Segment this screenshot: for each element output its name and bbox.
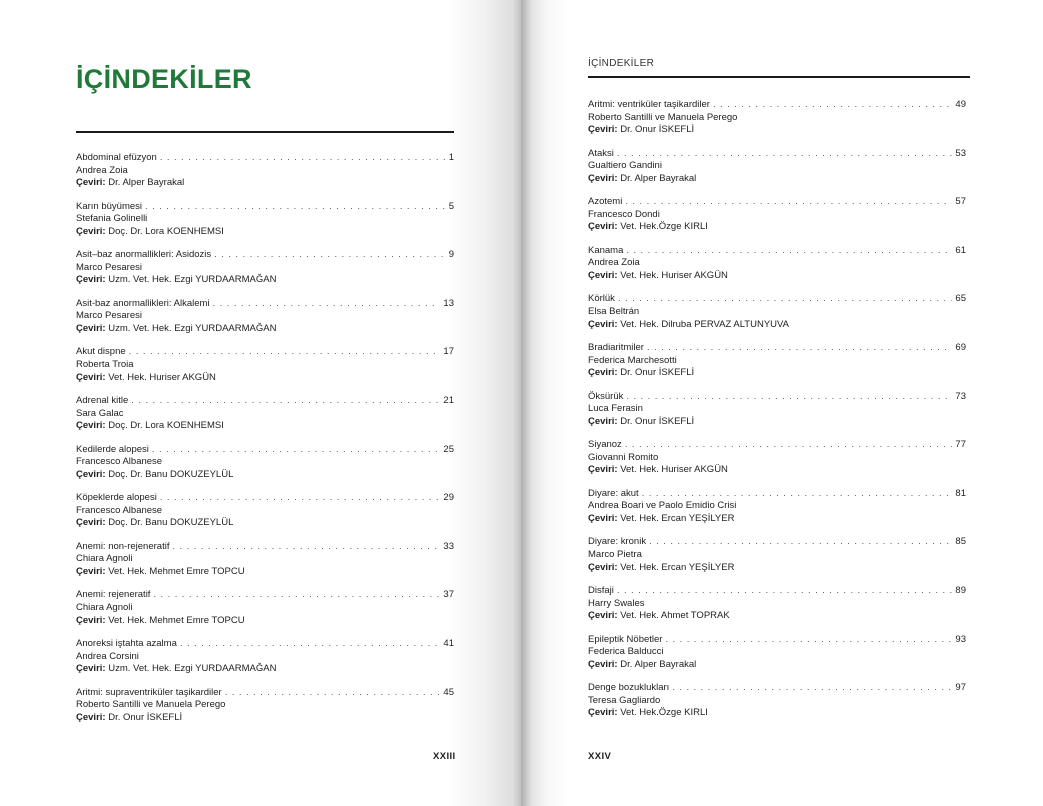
toc-entry-translator xyxy=(588,464,966,477)
translator-name: Vet. Hek. Mehmet Emre TOPCU xyxy=(108,565,245,577)
toc-entry-page: 85 xyxy=(955,536,966,548)
toc-entry-translator xyxy=(76,323,454,336)
dot-leader xyxy=(213,298,441,311)
toc-entry xyxy=(588,99,966,148)
dot-leader xyxy=(225,687,441,700)
dot-leader xyxy=(129,346,441,359)
translator-label: Çeviri: xyxy=(76,322,106,334)
running-head: İÇİNDEKİLER xyxy=(588,58,655,69)
dot-leader xyxy=(626,391,952,404)
dot-leader xyxy=(665,634,952,647)
toc-entry-line xyxy=(588,99,966,112)
dot-leader xyxy=(153,589,440,602)
dot-leader xyxy=(672,682,952,695)
toc-entry-line xyxy=(588,536,966,549)
toc-entry-line xyxy=(76,298,454,311)
toc-entry-page: 93 xyxy=(955,633,966,645)
toc-entry-translator xyxy=(76,615,454,628)
toc-entry-translator xyxy=(76,420,454,433)
toc-entry-translator xyxy=(588,562,966,575)
title-rule xyxy=(76,131,454,133)
toc-entry-author: Marco Pesaresi xyxy=(76,310,142,322)
toc-entry-translator xyxy=(76,712,454,725)
toc-entry-translator xyxy=(588,221,966,234)
toc-entry-title: Abdominal efüzyon xyxy=(76,152,157,163)
dot-leader xyxy=(618,293,952,306)
toc-entry-line xyxy=(76,492,454,505)
toc-entry-title: Asit-baz anormallikleri: Alkalemi xyxy=(76,297,210,309)
dot-leader xyxy=(617,148,953,161)
toc-entry-page: 9 xyxy=(448,249,454,261)
toc-entry-page: 81 xyxy=(955,487,966,499)
dot-leader xyxy=(713,99,952,112)
toc-entry-author: Chiara Agnoli xyxy=(76,553,133,565)
toc-entry xyxy=(76,444,454,493)
toc-entry-translator xyxy=(76,372,454,385)
toc-entry xyxy=(588,245,966,294)
toc-entry-author: Chiara Agnoli xyxy=(76,601,133,613)
toc-entry-line xyxy=(76,687,454,700)
toc-entry-page: 21 xyxy=(443,394,454,406)
toc-entry-translator xyxy=(588,319,966,332)
toc-entry-page: 37 xyxy=(443,589,454,601)
toc-entry-page: 29 xyxy=(443,492,454,504)
toc-entry-translator xyxy=(76,566,454,579)
translator-name: Dr. Onur İSKEFLİ xyxy=(620,415,695,427)
toc-entry-line xyxy=(76,395,454,408)
toc-entry-author: Roberta Troia xyxy=(76,358,134,370)
toc-entry xyxy=(588,148,966,197)
toc-entry-line xyxy=(76,346,454,359)
translator-name: Dr. Onur İSKEFLİ xyxy=(620,124,695,136)
toc-entry xyxy=(588,634,966,683)
translator-label: Çeviri: xyxy=(76,177,106,189)
dot-leader xyxy=(160,492,441,505)
toc-entry-page: 33 xyxy=(443,540,454,552)
toc-entry-page: 65 xyxy=(955,293,966,305)
toc-entry-author: Marco Pietra xyxy=(588,548,642,560)
toc-entry-author: Teresa Gagliardo xyxy=(588,694,661,706)
toc-entry-page: 5 xyxy=(448,200,454,212)
toc-entry-translator xyxy=(76,517,454,530)
page-number-right: XXIV xyxy=(588,751,612,762)
toc-entry-title: Bradiaritmiler xyxy=(588,341,644,353)
toc-entry-title: Akut dispne xyxy=(76,346,126,358)
dot-leader xyxy=(172,541,440,554)
toc-entry-translator xyxy=(588,513,966,526)
header-rule xyxy=(588,76,970,78)
dot-leader xyxy=(647,342,952,355)
toc-entry-title: Aritmi: supraventriküler taşikardiler xyxy=(76,686,222,698)
toc-entry-title: Diyare: akut xyxy=(588,487,639,499)
translator-name: Doç. Dr. Banu DOKUZEYLÜL xyxy=(108,517,234,529)
toc-entry-line xyxy=(588,391,966,404)
toc-entry xyxy=(588,585,966,634)
toc-entry-title: Körlük xyxy=(588,293,615,305)
translator-label: Çeviri: xyxy=(588,318,618,330)
dot-leader xyxy=(214,249,446,262)
left-page xyxy=(0,0,521,806)
toc-entry xyxy=(76,541,454,590)
toc-entry-author: Marco Pesaresi xyxy=(76,261,142,273)
toc-entry-author: Federica Balducci xyxy=(588,646,664,658)
page-number-left: XXIII xyxy=(433,751,456,762)
translator-label: Çeviri: xyxy=(588,512,618,524)
dot-leader xyxy=(617,585,953,598)
dot-leader xyxy=(152,444,441,457)
dot-leader xyxy=(649,536,952,549)
translator-label: Çeviri: xyxy=(76,565,106,577)
toc-entry-title: Anoreksi iştahta azalma xyxy=(76,637,177,649)
toc-entry-author: Andrea Boari ve Paolo Emidio Crisi xyxy=(588,500,737,512)
toc-list-right xyxy=(588,99,966,731)
translator-label: Çeviri: xyxy=(588,221,618,233)
toc-entry-page: 97 xyxy=(955,682,966,694)
toc-entry-title: Epileptik Nöbetler xyxy=(588,633,663,645)
toc-entry-author: Gualtiero Gandini xyxy=(588,160,662,172)
toc-entry-translator xyxy=(588,270,966,283)
toc-entry xyxy=(76,638,454,687)
toc-entry-title: Denge bozuklukları xyxy=(588,682,670,694)
toc-entry-title: Kanama xyxy=(588,244,624,256)
translator-label: Çeviri: xyxy=(76,711,106,723)
toc-entry xyxy=(76,201,454,250)
toc-entry-author: Harry Swales xyxy=(588,597,645,609)
toc-entry xyxy=(588,439,966,488)
toc-entry-translator xyxy=(588,659,966,672)
toc-entry-author: Francesco Albanese xyxy=(76,504,163,516)
toc-entry-page: 17 xyxy=(443,346,454,358)
toc-entry xyxy=(588,488,966,537)
dot-leader xyxy=(145,201,446,214)
page-title: İÇİNDEKİLER xyxy=(76,64,252,94)
toc-entry-page: 53 xyxy=(955,147,966,159)
toc-entry-author: Federica Marchesotti xyxy=(588,354,677,366)
toc-entry-author: Luca Ferasin xyxy=(588,403,643,415)
toc-entry-line xyxy=(588,245,966,258)
toc-entry-page: 49 xyxy=(955,99,966,110)
translator-name: Vet. Hek.Özge KIRLI xyxy=(620,707,708,719)
translator-label: Çeviri: xyxy=(76,517,106,529)
translator-label: Çeviri: xyxy=(76,225,106,237)
toc-entry-title: Anemi: non-rejeneratif xyxy=(76,540,170,552)
toc-entry-page: 61 xyxy=(955,244,966,256)
toc-entry-page: 57 xyxy=(955,196,966,208)
toc-entry-author: Sara Galac xyxy=(76,407,124,419)
toc-entry-line xyxy=(588,634,966,647)
translator-name: Vet. Hek. Ercan YEŞİLYER xyxy=(620,561,735,573)
toc-entry-translator xyxy=(588,416,966,429)
toc-entry-author: Roberto Santilli ve Manuela Perego xyxy=(76,699,226,711)
translator-label: Çeviri: xyxy=(588,464,618,476)
translator-label: Çeviri: xyxy=(76,663,106,675)
toc-entry-translator xyxy=(76,469,454,482)
toc-entry-author: Francesco Dondi xyxy=(588,208,660,220)
translator-name: Vet. Hek. Dilruba PERVAZ ALTUNYUVA xyxy=(620,318,789,330)
translator-label: Çeviri: xyxy=(76,371,106,383)
translator-name: Dr. Onur İSKEFLİ xyxy=(620,367,695,379)
translator-name: Dr. Alper Bayrakal xyxy=(620,658,697,670)
translator-name: Vet. Hek. Huriser AKGÜN xyxy=(108,371,216,383)
toc-entry xyxy=(588,196,966,245)
toc-entry-page: 69 xyxy=(955,341,966,353)
toc-entry xyxy=(76,298,454,347)
toc-entry-author: Stefania Golinelli xyxy=(76,213,148,225)
toc-entry-translator xyxy=(76,177,454,190)
translator-label: Çeviri: xyxy=(588,415,618,427)
dot-leader xyxy=(131,395,440,408)
toc-entry-line xyxy=(588,682,966,695)
toc-entry-title: Diyare: kronik xyxy=(588,536,647,548)
toc-entry-title: Disfaji xyxy=(588,584,614,596)
toc-entry-title: Siyanoz xyxy=(588,439,622,451)
toc-entry xyxy=(588,342,966,391)
toc-entry-translator xyxy=(588,367,966,380)
toc-entry-line xyxy=(76,541,454,554)
dot-leader xyxy=(625,439,953,452)
dot-leader xyxy=(626,245,952,258)
toc-entry-line xyxy=(76,201,454,214)
toc-entry-translator xyxy=(588,610,966,623)
toc-entry xyxy=(76,687,454,736)
toc-entry-line xyxy=(588,196,966,209)
toc-entry-title: Ataksi xyxy=(588,147,614,159)
toc-entry-author: Elsa Beltrán xyxy=(588,305,640,317)
toc-entry-line xyxy=(588,439,966,452)
translator-label: Çeviri: xyxy=(76,468,106,480)
translator-label: Çeviri: xyxy=(76,614,106,626)
toc-entry-translator xyxy=(588,707,966,720)
toc-entry-line xyxy=(76,589,454,602)
toc-entry-page: 45 xyxy=(443,686,454,698)
translator-name: Vet. Hek. Ahmet TOPRAK xyxy=(620,610,730,622)
toc-entry-line xyxy=(588,148,966,161)
toc-entry-author: Roberto Santilli ve Manuela Perego xyxy=(588,111,738,123)
toc-entry-title: Azotemi xyxy=(588,196,623,208)
translator-name: Dr. Alper Bayrakal xyxy=(620,172,697,184)
toc-entry xyxy=(76,492,454,541)
translator-name: Vet. Hek.Özge KIRLI xyxy=(620,221,708,233)
translator-name: Doç. Dr. Lora KOENHEMSI xyxy=(108,420,224,432)
translator-name: Uzm. Vet. Hek. Ezgi YURDAARMAĞAN xyxy=(108,663,277,675)
translator-name: Vet. Hek. Mehmet Emre TOPCU xyxy=(108,614,245,626)
toc-entry-title: Aritmi: ventriküler taşikardiler xyxy=(588,99,710,110)
translator-label: Çeviri: xyxy=(588,610,618,622)
toc-entry xyxy=(76,152,454,201)
toc-entry-line xyxy=(76,249,454,262)
toc-entry-line xyxy=(588,488,966,501)
toc-entry-translator xyxy=(76,226,454,239)
translator-label: Çeviri: xyxy=(588,124,618,136)
translator-name: Dr. Alper Bayrakal xyxy=(108,177,185,189)
translator-label: Çeviri: xyxy=(588,269,618,281)
toc-entry-line xyxy=(76,152,454,165)
toc-entry xyxy=(76,249,454,298)
toc-entry-translator xyxy=(588,173,966,186)
toc-entry-title: Anemi: rejeneratif xyxy=(76,589,151,601)
toc-entry-page: 13 xyxy=(443,297,454,309)
toc-entry-line xyxy=(588,342,966,355)
toc-entry-line xyxy=(588,585,966,598)
dot-leader xyxy=(180,638,441,651)
toc-entry-line xyxy=(76,638,454,651)
toc-entry-author: Andrea Zoia xyxy=(76,164,128,176)
dot-leader xyxy=(642,488,953,501)
toc-entry-title: Öksürük xyxy=(588,390,624,402)
toc-entry-page: 25 xyxy=(443,443,454,455)
translator-label: Çeviri: xyxy=(588,367,618,379)
translator-label: Çeviri: xyxy=(588,561,618,573)
toc-entry xyxy=(76,589,454,638)
toc-entry xyxy=(588,293,966,342)
toc-entry xyxy=(588,536,966,585)
dot-leader xyxy=(625,196,952,209)
toc-entry xyxy=(588,391,966,440)
toc-entry-title: Adrenal kitle xyxy=(76,394,129,406)
translator-label: Çeviri: xyxy=(588,707,618,719)
translator-label: Çeviri: xyxy=(588,172,618,184)
book-gutter xyxy=(513,0,531,806)
translator-name: Uzm. Vet. Hek. Ezgi YURDAARMAĞAN xyxy=(108,274,277,286)
toc-entry-line xyxy=(588,293,966,306)
toc-entry-author: Andrea Zoia xyxy=(588,257,640,269)
right-page xyxy=(521,0,1043,806)
translator-label: Çeviri: xyxy=(76,274,106,286)
toc-entry xyxy=(76,395,454,444)
translator-name: Uzm. Vet. Hek. Ezgi YURDAARMAĞAN xyxy=(108,322,277,334)
toc-entry-translator xyxy=(76,663,454,676)
toc-entry-translator xyxy=(588,124,966,137)
toc-entry-title: Kedilerde alopesi xyxy=(76,443,149,455)
translator-label: Çeviri: xyxy=(588,658,618,670)
toc-entry xyxy=(588,682,966,731)
toc-entry-page: 41 xyxy=(443,637,454,649)
translator-name: Doç. Dr. Banu DOKUZEYLÜL xyxy=(108,468,234,480)
toc-entry-page: 1 xyxy=(448,152,454,163)
toc-entry-line xyxy=(76,444,454,457)
toc-entry-title: Asit–baz anormallikleri: Asidozis xyxy=(76,249,212,261)
toc-entry-author: Francesco Albanese xyxy=(76,456,163,468)
dot-leader xyxy=(160,152,446,165)
toc-entry-page: 89 xyxy=(955,584,966,596)
translator-label: Çeviri: xyxy=(76,420,106,432)
toc-entry-translator xyxy=(76,274,454,287)
toc-entry-author: Andrea Corsini xyxy=(76,650,139,662)
translator-name: Doç. Dr. Lora KOENHEMSI xyxy=(108,225,224,237)
translator-name: Vet. Hek. Huriser AKGÜN xyxy=(620,269,728,281)
translator-name: Dr. Onur İSKEFLİ xyxy=(108,711,183,723)
toc-entry-title: Karın büyümesi xyxy=(76,200,143,212)
toc-entry xyxy=(76,346,454,395)
translator-name: Vet. Hek. Ercan YEŞİLYER xyxy=(620,512,735,524)
toc-entry-page: 77 xyxy=(955,439,966,451)
translator-name: Vet. Hek. Huriser AKGÜN xyxy=(620,464,728,476)
toc-entry-page: 73 xyxy=(955,390,966,402)
toc-list-left xyxy=(76,152,454,735)
toc-entry-title: Köpeklerde alopesi xyxy=(76,492,157,504)
toc-entry-author: Giovanni Romito xyxy=(588,451,659,463)
